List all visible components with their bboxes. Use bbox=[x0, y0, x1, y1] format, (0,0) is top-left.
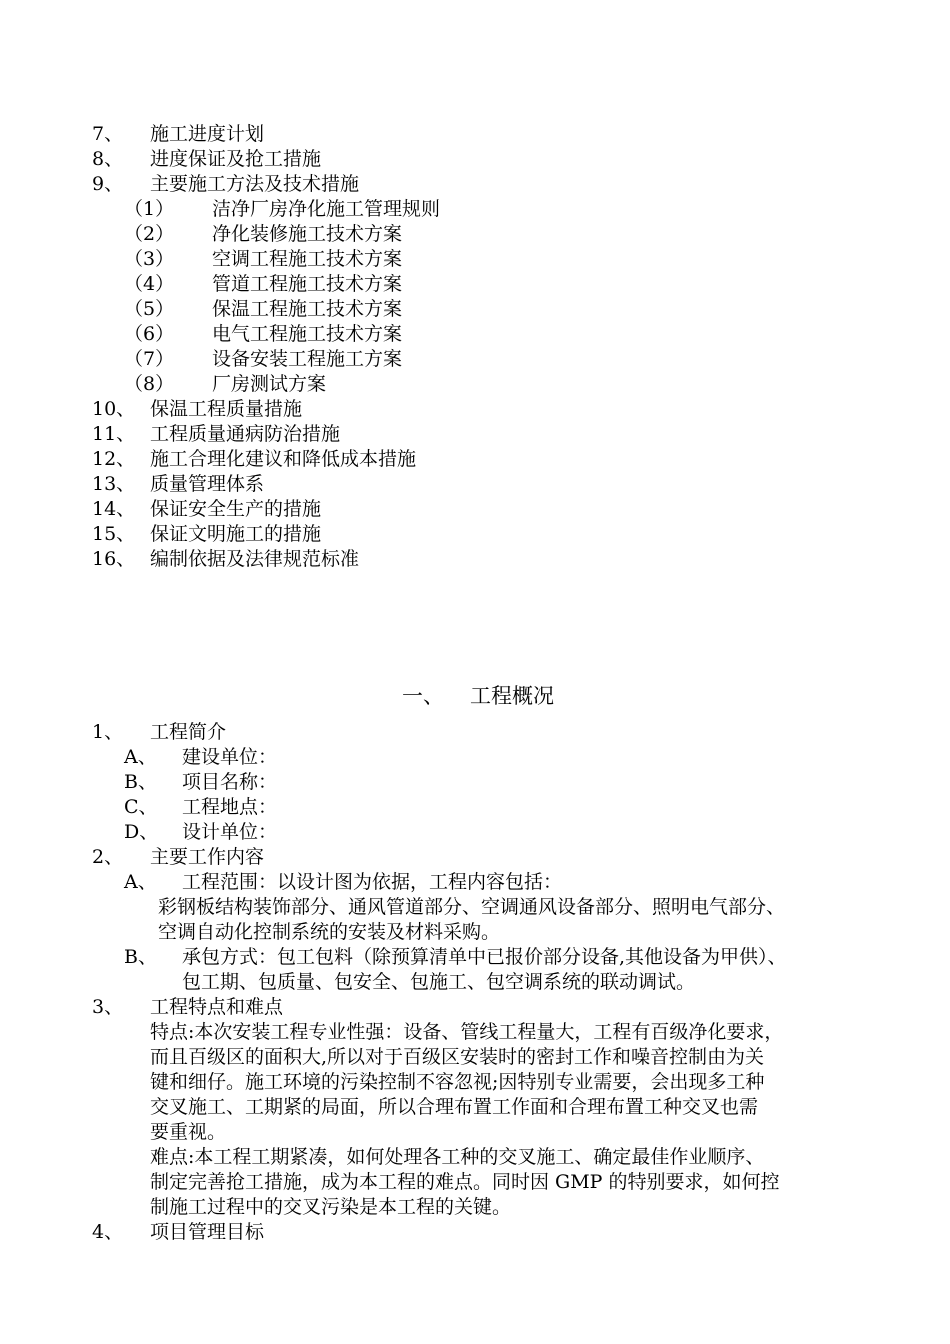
list-item-text: 工程范围：以设计图为依据，工程内容包括： bbox=[182, 871, 563, 893]
list-item-text: 承包方式：包工包料（除预算清单中已报价部分设备,其他设备为甲供）、 bbox=[182, 946, 787, 968]
toc-item-number: 7、 bbox=[92, 123, 124, 145]
subsection-number: 4、 bbox=[92, 1221, 124, 1243]
toc-subitem-number: （6） bbox=[124, 323, 175, 345]
subsection-number: 1、 bbox=[92, 721, 124, 743]
toc-subitem-text: 设备安装工程施工方案 bbox=[212, 348, 403, 370]
paragraph-text: 彩钢板结构装饰部分、通风管道部分、空调通风设备部分、照明电气部分、 bbox=[158, 896, 786, 918]
paragraph-text: 包工期、包质量、包安全、包施工、包空调系统的联动调试。 bbox=[182, 971, 696, 993]
toc-item-text: 保证安全生产的措施 bbox=[150, 498, 322, 520]
toc-item-text: 编制依据及法律规范标准 bbox=[150, 548, 360, 570]
toc-subitem-text: 电气工程施工技术方案 bbox=[212, 323, 403, 345]
paragraph-text: 要重视。 bbox=[150, 1121, 227, 1143]
toc-item-number: 9、 bbox=[92, 173, 124, 195]
list-item-label: D、 bbox=[124, 821, 159, 843]
paragraph-text: 空调自动化控制系统的安装及材料采购。 bbox=[158, 921, 501, 943]
section-heading-title: 工程概况 bbox=[470, 684, 554, 708]
subsection-text: 主要工作内容 bbox=[150, 846, 265, 868]
toc-item-text: 保温工程质量措施 bbox=[150, 398, 303, 420]
toc-subitem-text: 保温工程施工技术方案 bbox=[212, 298, 403, 320]
list-item-text: 设计单位： bbox=[182, 821, 278, 843]
toc-subitem-number: （8） bbox=[124, 373, 175, 395]
toc-item-number: 16、 bbox=[92, 548, 136, 570]
toc-subitem-text: 空调工程施工技术方案 bbox=[212, 248, 403, 270]
list-item-label: A、 bbox=[124, 871, 157, 893]
paragraph-text: 制定完善抢工措施，成为本工程的难点。同时因 GMP 的特别要求，如何控 bbox=[150, 1171, 780, 1193]
toc-item-text: 工程质量通病防治措施 bbox=[150, 423, 341, 445]
toc-subitem-number: （1） bbox=[124, 198, 175, 220]
list-item-text: 建设单位： bbox=[182, 746, 278, 768]
toc-item-number: 12、 bbox=[92, 448, 136, 470]
list-item-text: 项目名称： bbox=[182, 771, 278, 793]
toc-item-number: 8、 bbox=[92, 148, 124, 170]
list-item-label: B、 bbox=[124, 946, 157, 968]
toc-item-number: 11、 bbox=[92, 423, 136, 445]
paragraph-text: 而且百级区的面积大,所以对于百级区安装时的密封工作和噪音控制由为关 bbox=[150, 1046, 765, 1068]
toc-subitem-text: 净化装修施工技术方案 bbox=[212, 223, 403, 245]
paragraph-text: 特点:本次安装工程专业性强：设备、管线工程量大，工程有百级净化要求， bbox=[150, 1021, 784, 1043]
list-item-label: A、 bbox=[124, 746, 157, 768]
toc-subitem-number: （7） bbox=[124, 348, 175, 370]
list-item-label: B、 bbox=[124, 771, 157, 793]
paragraph-text: 制施工过程中的交叉污染是本工程的关键。 bbox=[150, 1196, 512, 1218]
toc-item-text: 保证文明施工的措施 bbox=[150, 523, 322, 545]
subsection-text: 项目管理目标 bbox=[150, 1221, 265, 1243]
toc-subitem-text: 洁净厂房净化施工管理规则 bbox=[212, 198, 441, 220]
toc-item-text: 进度保证及抢工措施 bbox=[150, 148, 322, 170]
list-item-text: 工程地点： bbox=[182, 796, 278, 818]
paragraph-text: 交叉施工、工期紧的局面，所以合理布置工作面和合理布置工种交叉也需 bbox=[150, 1096, 759, 1118]
toc-subitem-number: （4） bbox=[124, 273, 175, 295]
section-heading-number: 一、 bbox=[402, 684, 444, 708]
toc-item-text: 主要施工方法及技术措施 bbox=[150, 173, 360, 195]
subsection-number: 3、 bbox=[92, 996, 124, 1018]
toc-item-text: 施工合理化建议和降低成本措施 bbox=[150, 448, 417, 470]
toc-subitem-text: 管道工程施工技术方案 bbox=[212, 273, 403, 295]
toc-subitem-number: （3） bbox=[124, 248, 175, 270]
list-item-label: C、 bbox=[124, 796, 158, 818]
toc-subitem-text: 厂房测试方案 bbox=[212, 373, 327, 395]
toc-subitem-number: （2） bbox=[124, 223, 175, 245]
toc-item-text: 施工进度计划 bbox=[150, 123, 265, 145]
paragraph-text: 键和细仔。施工环境的污染控制不容忽视;因特别专业需要，会出现多工种 bbox=[150, 1071, 765, 1093]
toc-item-text: 质量管理体系 bbox=[150, 473, 265, 495]
subsection-number: 2、 bbox=[92, 846, 124, 868]
toc-item-number: 15、 bbox=[92, 523, 136, 545]
subsection-text: 工程特点和难点 bbox=[150, 996, 284, 1018]
toc-subitem-number: （5） bbox=[124, 298, 175, 320]
paragraph-text: 难点:本工程工期紧凑，如何处理各工种的交叉施工、确定最佳作业顺序、 bbox=[150, 1146, 765, 1168]
toc-item-number: 13、 bbox=[92, 473, 136, 495]
subsection-text: 工程简介 bbox=[150, 721, 227, 743]
toc-item-number: 14、 bbox=[92, 498, 136, 520]
toc-item-number: 10、 bbox=[92, 398, 136, 420]
